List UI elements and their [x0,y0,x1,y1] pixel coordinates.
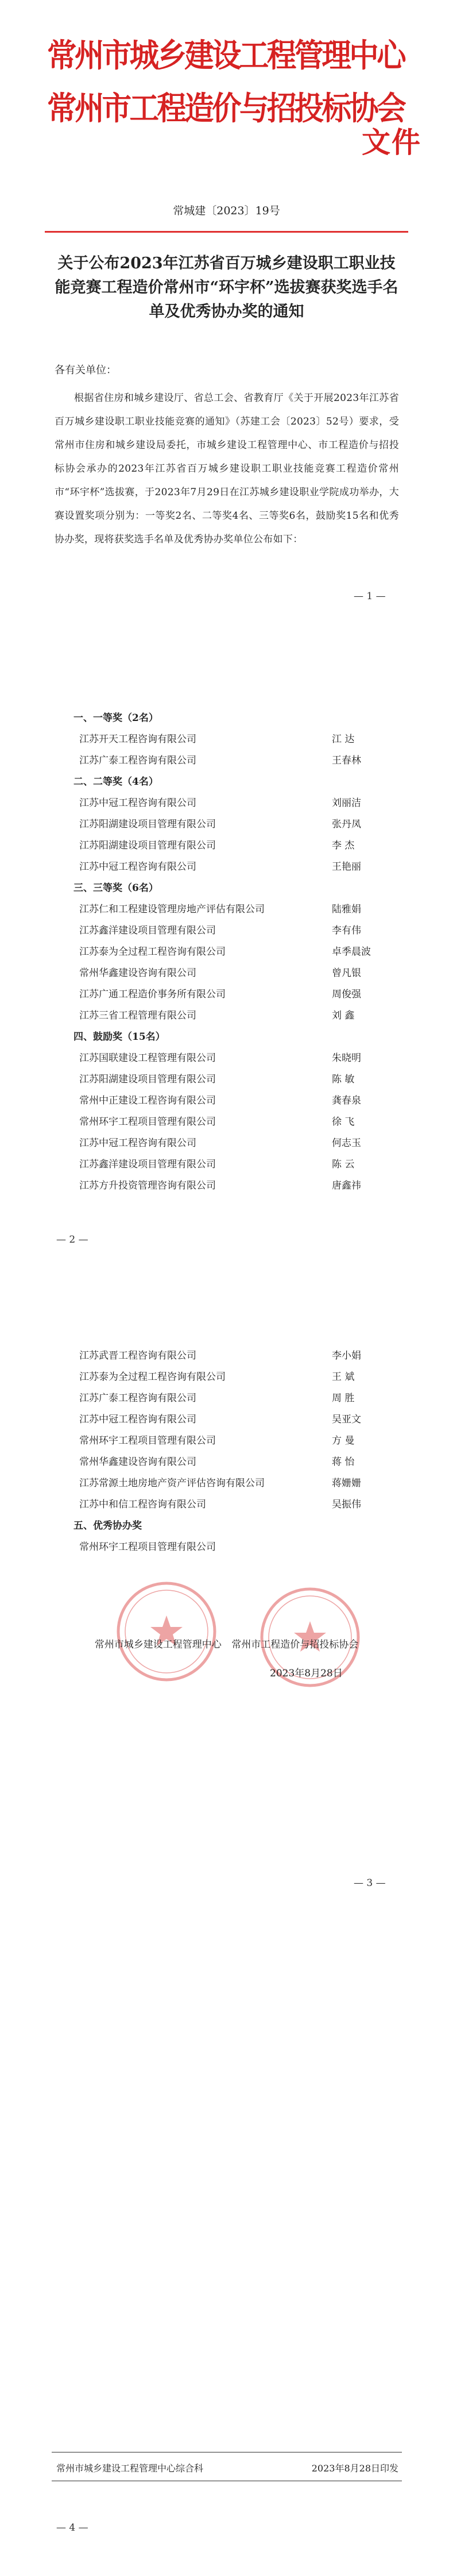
company-name: 江苏广通工程造价事务所有限公司 [79,989,226,1000]
winner-name: 王 斌 [332,1371,355,1383]
winner-name: 唐鑫祎 [332,1180,361,1191]
company-name: 江苏中冠工程咨询有限公司 [79,797,196,809]
winner-row [73,920,395,942]
section-heading-first: 一、一等奖（2名） [73,712,158,724]
winner-row [73,1175,395,1197]
notice-title: 关于公布2023年江苏省百万城乡建设职工职业技能竞赛工程造价常州市“环宇杯”选拔赛获奖选手名单及优秀协办奖的通知 [55,254,398,321]
winner-name: 何志玉 [332,1137,361,1149]
issuing-office: 常州市城乡建设工程管理中心综合科 [56,2463,204,2474]
notice-body: 根据省住房和城乡建设厅、省总工会、省教育厅《关于开展2023年江苏省百万城乡建设职工职业技能竞赛的通知》（苏建工会〔2023〕52号）要求，受常州市住房和城乡建设局委托，市城乡建设工程管理中心、市工程造价与招投标协会承办的2023年江苏省百万城乡建设职工职业技能竞赛工程造价常州市“环宇杯”选拔赛，于2023年7月29日在江苏城乡建设职业学院成功举办，大赛设置奖项分别为：一等奖2名、二等奖4名、三等奖6名，鼓励奖15名和优秀协办奖，现将获奖选手名单及优秀协办奖单位公布如下： [55,392,399,545]
company-name: 江苏中冠工程咨询有限公司 [79,1137,196,1149]
winner-row [73,1494,395,1515]
company-name: 江苏泰为全过程工程咨询有限公司 [79,946,226,958]
header-divider [45,231,408,233]
company-name: 常州环宇工程项目管理有限公司 [79,1116,216,1128]
document-header [47,30,404,136]
winner-row [73,1154,395,1175]
winner-row [73,984,395,1005]
company-name: 江苏武晋工程咨询有限公司 [79,1350,196,1362]
company-name: 江苏阳湖建设项目管理有限公司 [79,1074,216,1085]
company-name: 江苏常源土地房地产资产评估咨询有限公司 [79,1478,265,1489]
page-number: — 4 — [56,2522,88,2533]
company-name: 江苏阳湖建设项目管理有限公司 [79,840,216,851]
winner-name: 蒋姗姗 [332,1478,361,1489]
winner-row [73,1069,395,1090]
company-name: 江苏仁和工程建设管理房地产评估有限公司 [79,904,265,915]
company-name: 江苏三省工程管理有限公司 [79,1010,196,1021]
winner-name: 刘丽洁 [332,797,361,809]
winner-name: 刘 鑫 [332,1010,355,1021]
winner-row [73,963,395,984]
host-award-row [73,1537,395,1558]
winner-row [73,857,395,878]
company-name: 江苏中和信工程咨询有限公司 [79,1499,206,1510]
winner-name: 李 杰 [332,840,355,851]
issuer-line-1: 常州市城乡建设工程管理中心 [47,37,404,75]
winner-row [73,1090,395,1112]
winner-name: 吴亚文 [332,1414,361,1425]
winner-row [73,1133,395,1154]
company-name: 江苏中冠工程咨询有限公司 [79,861,196,873]
page-number: — 1 — [354,591,386,602]
company-name: 江苏开天工程咨询有限公司 [79,734,196,745]
company-name: 江苏广泰工程咨询有限公司 [79,1393,196,1404]
winner-name: 龚春泉 [332,1095,361,1106]
winner-name: 周 胜 [332,1393,355,1404]
section-heading-third: 三、三等奖（6名） [73,882,158,894]
company-name: 江苏阳湖建设项目管理有限公司 [79,819,216,830]
winner-row [73,793,395,814]
winner-row [73,1345,395,1367]
winner-name: 蒋 怡 [332,1456,355,1468]
winner-row [73,1409,395,1430]
award-list-part-2 [73,1345,395,1558]
winner-name: 徐 飞 [332,1116,355,1128]
winner-name: 卓季晨波 [332,946,371,958]
winner-name: 周俊强 [332,989,361,1000]
issuer-line-2: 常州市工程造价与招投标协会 [47,90,404,128]
winner-row [73,1388,395,1409]
section-heading-second: 二、二等奖（4名） [73,776,158,788]
issuer-signatures: 常州市城乡建设工程管理中心 常州市工程造价与招投标协会 [94,1639,359,1651]
company-name: 常州华鑫建设咨询有限公司 [79,967,196,979]
winner-row [73,750,395,772]
winner-name: 方 曼 [332,1435,355,1447]
winner-row [73,835,395,857]
winner-row [73,1430,395,1452]
company-name: 常州环宇工程项目管理有限公司 [79,1435,216,1447]
winner-row [73,814,395,835]
company-name: 江苏方升投资管理咨询有限公司 [79,1180,216,1191]
company-name: 常州环宇工程项目管理有限公司 [79,1541,216,1553]
company-name: 江苏鑫洋建设项目管理有限公司 [79,925,216,936]
winner-name: 李有伟 [332,925,361,936]
winner-row [73,1048,395,1069]
print-date: 2023年8月28日印发 [311,2463,398,2474]
document-number: 常城建〔2023〕19号 [173,205,280,217]
winner-row [73,1112,395,1133]
winner-row [73,1005,395,1027]
winner-name: 陆雅娟 [332,904,361,915]
company-name: 江苏国联建设工程管理有限公司 [79,1052,216,1064]
page-2 [0,643,453,1287]
winner-row [73,942,395,963]
winner-name: 王春林 [332,755,361,766]
company-name: 江苏鑫洋建设项目管理有限公司 [79,1159,216,1170]
document-type: 文件 [362,126,421,159]
winner-name: 曾凡银 [332,967,361,979]
winner-name: 李小娟 [332,1350,361,1362]
company-name: 江苏泰为全过程工程咨询有限公司 [79,1371,226,1383]
winner-name: 陈 云 [332,1159,355,1170]
section-heading-encourage: 四、鼓励奖（15名） [73,1031,165,1043]
issuer-seal-1 [115,1580,218,1683]
winner-name: 朱晓明 [332,1052,361,1064]
company-name: 常州中正建设工程咨询有限公司 [79,1095,216,1106]
page-number: — 2 — [56,1234,88,1245]
company-name: 江苏中冠工程咨询有限公司 [79,1414,196,1425]
page-number: — 3 — [354,1877,386,1889]
winner-name: 张丹凤 [332,819,361,830]
page-3 [0,1287,453,1931]
signature-date: 2023年8月28日 [270,1668,343,1679]
winner-name: 陈 敏 [332,1074,355,1085]
winner-name: 江 达 [332,734,355,745]
winner-row [73,899,395,920]
winner-row [73,1473,395,1494]
award-list-part-1 [73,708,395,1197]
page-1 [0,0,453,644]
winner-row [73,1452,395,1473]
section-heading-host: 五、优秀协办奖 [73,1520,142,1532]
winner-name: 王艳丽 [332,861,361,873]
company-name: 江苏广泰工程咨询有限公司 [79,755,196,766]
page-4 [0,1930,453,2576]
company-name: 常州华鑫建设咨询有限公司 [79,1456,196,1468]
salutation: 各有关单位： [55,364,117,376]
winner-row [73,1367,395,1388]
print-footer [56,2461,398,2474]
winner-name: 吴振伟 [332,1499,361,1510]
winner-row [73,729,395,750]
